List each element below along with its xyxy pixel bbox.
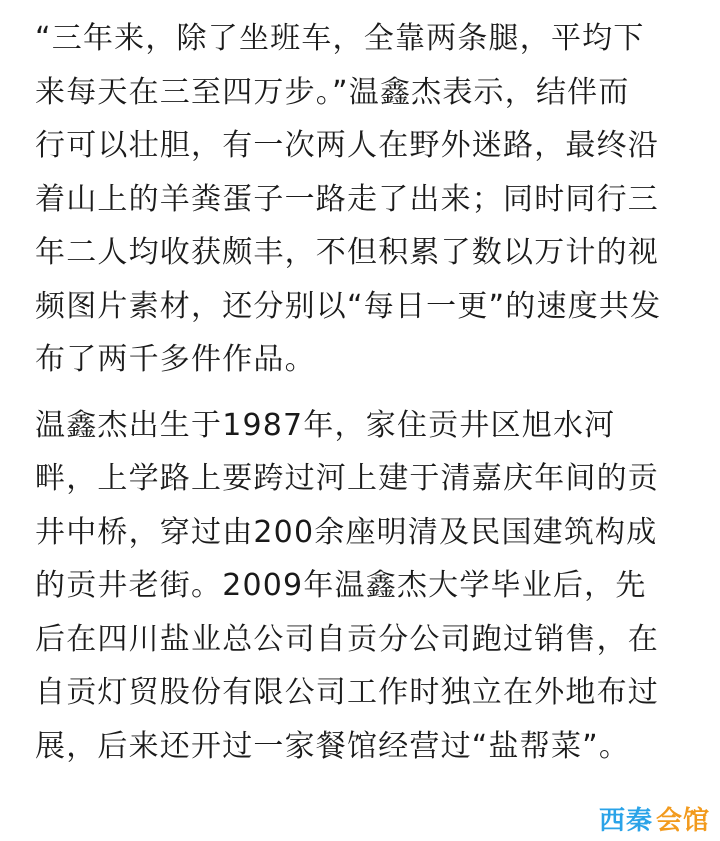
text-line: 井中桥，穿过由200余座明清及民国建筑构成 bbox=[35, 514, 658, 550]
paragraph-2 bbox=[35, 399, 695, 774]
text-line: 后在四川盐业总公司自贡分公司跑过销售，在 bbox=[35, 621, 659, 657]
text-line: 温鑫杰出生于1987年，家住贡井区旭水河 bbox=[35, 407, 616, 443]
text-line: 畔，上学路上要跨过河上建于清嘉庆年间的贡 bbox=[35, 461, 659, 496]
text-line: 来每天在三至四万步。”温鑫杰表示，结伴而 bbox=[35, 74, 630, 110]
text-line: “三年来，除了坐班车，全靠两条腿，平均下 bbox=[35, 21, 645, 56]
text-line: 频图片素材，还分别以“每日一更”的速度共发 bbox=[35, 288, 662, 324]
text-line: 行可以壮胆，有一次两人在野外迷路，最终沿 bbox=[35, 128, 659, 163]
watermark-text-part1: 西秦 bbox=[598, 805, 653, 836]
watermark-text-part2: 会馆 bbox=[655, 805, 710, 836]
site-watermark-logo bbox=[599, 801, 710, 835]
article-body bbox=[35, 12, 695, 773]
text-line: 年二人均收获颇丰，不但积累了数以万计的视 bbox=[35, 235, 659, 270]
text-line: 的贡井老街。2009年温鑫杰大学毕业后，先 bbox=[35, 568, 647, 603]
paragraph-1 bbox=[35, 12, 695, 387]
text-line: 自贡灯贸股份有限公司工作时独立在外地布过 bbox=[35, 675, 659, 710]
text-line: 展，后来还开过一家餐馆经营过“盐帮菜”。 bbox=[35, 728, 631, 764]
text-line: 布了两千多件作品。 bbox=[35, 342, 316, 377]
text-line: 着山上的羊粪蛋子一路走了出来；同时同行三 bbox=[35, 181, 659, 217]
